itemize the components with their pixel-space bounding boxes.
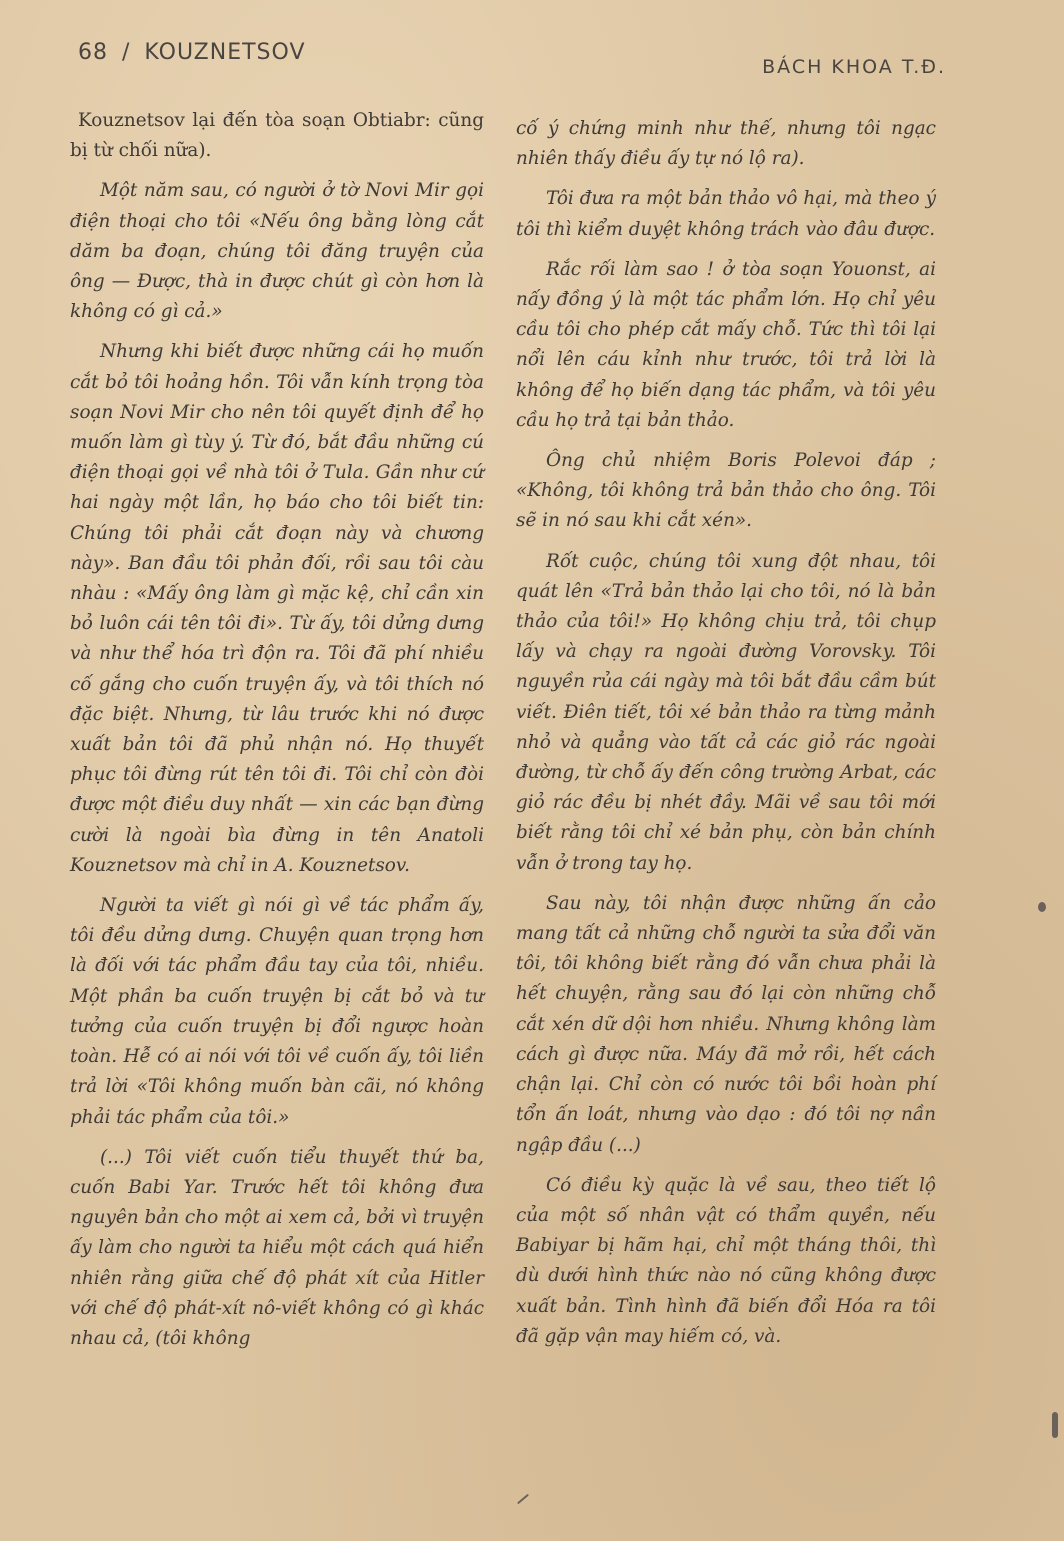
header-separator: /	[122, 40, 131, 65]
ink-speck	[517, 1494, 529, 1505]
publication-title: BÁCH KHOA T.Đ.	[762, 56, 946, 78]
paragraph: Nhưng khi biết được những cái họ muốn cắt bỏ tôi hoảng hồn. Tôi vẫn kính trọng tòa soạn Novi Mir cho nên tôi quyết định để họ muốn làm gì tùy ý. Từ đó, bắt đầu những cú điện thoại gọi về nhà tôi ở Tula. Gần như cứ hai ngày một lần, họ báo cho tôi biết tin: Chúng tôi phải cắt đoạn này và chương này». Ban đầu tôi phản đối, rồi sau tôi càu nhàu : «Mấy ông làm gì mặc kệ, chỉ cần xin bỏ luôn cái tên tôi đi». Từ ấy, tôi dửng dưng và như thể hóa trì độn ra. Tôi đã phí nhiều cố gắng cho cuốn truyện ấy, và tôi thích nó đặc biệt. Nhưng, từ lâu trước khi nó được xuất bản tôi đã phủ nhận nó. Họ thuyết phục tôi đừng rút tên tôi đi. Tôi chỉ còn đòi được một điều duy nhất — xin các bạn đừng cười là ngoài bìa đừng in tên Anatoli Kouznetsov mà chỉ in A. Kouznetsov.	[70, 341, 484, 876]
running-title: KOUZNETSOV	[144, 40, 306, 65]
paragraph: Có điều kỳ quặc là về sau, theo tiết lộ của một số nhân vật có thẩm quyền, nếu Babiyar bị hãm hại, chỉ một tháng thôi, thì dù dưới hình thức nào nó cũng không được xuất bản. Tình hình đã biến đổi Hóa ra tôi đã gặp vận may hiếm có, và.	[516, 1174, 936, 1347]
paragraph: Sau này, tôi nhận được những ấn cảo mang tất cả những chỗ người ta sửa đổi văn tôi, tôi không biết rằng đó vẫn chưa phải là hết chuyện, rằng sau đó lại còn những chỗ cắt xén dữ dội hơn nhiều. Nhưng không làm cách gì được nữa. Máy đã mở rồi, hết cách chận lại. Chỉ còn có nước tôi bồi hoàn phí tổn ấn loát, nhưng vào dạo : đó tôi nợ nần ngập đầu (...)	[516, 892, 936, 1156]
paragraph: cố ý chứng minh như thế, nhưng tôi ngạc nhiên thấy điều ấy tự nó lộ ra).	[516, 118, 936, 170]
running-header-left	[78, 40, 306, 65]
ink-speck	[1038, 902, 1046, 912]
right-text-column	[516, 114, 936, 1362]
left-text-column	[70, 106, 484, 1364]
paragraph: Kouznetsov lại đến tòa soạn Obtiabr: cũng bị từ chối nữa).	[70, 110, 484, 162]
paragraph: Một năm sau, có người ở tờ Novi Mir gọi điện thoại cho tôi «Nếu ông bằng lòng cắt dăm ba đoạn, chúng tôi đăng truyện của ông — Được, thà in được chút gì còn hơn là không có gì cả.»	[70, 180, 484, 323]
paragraph: (...) Tôi viết cuốn tiểu thuyết thứ ba, cuốn Babi Yar. Trước hết tôi không đưa nguyên bản cho một ai xem cả, bởi vì truyện ấy làm cho người ta hiểu một cách quá hiển nhiên rằng giữa chế độ phát xít của Hitler với chế độ phát-xít nô-viết không có gì khác nhau cả, (tôi không	[70, 1146, 484, 1349]
paragraph: Tôi đưa ra một bản thảo vô hại, mà theo ý tôi thì kiểm duyệt không trách vào đâu được.	[516, 188, 936, 240]
paragraph: Rắc rối làm sao ! ở tòa soạn Youonst, ai nấy đồng ý là một tác phẩm lớn. Họ chỉ yêu cầu tôi cho phép cắt mấy chỗ. Tức thì tôi lại nổi lên cáu kỉnh như trước, tôi trả lời là không để họ biến dạng tác phẩm, và tôi yêu cầu họ trả tại bản thảo.	[516, 258, 936, 431]
paragraph: Người ta viết gì nói gì về tác phẩm ấy, tôi đều dửng dưng. Chuyện quan trọng hơn là đối với tác phẩm đầu tay của tôi, nhiều. Một phần ba cuốn truyện bị cắt bỏ và tư tưởng của cuốn truyện bị đổi ngược hoàn toàn. Hễ có ai nói với tôi về cuốn ấy, tôi liền trả lời «Tôi không muốn bàn cãi, nó không phải tác phẩm của tôi.»	[70, 895, 484, 1128]
paragraph: Rốt cuộc, chúng tôi xung đột nhau, tôi quát lên «Trả bản thảo lại cho tôi, nó là bản thảo của tôi!» Họ không chịu trả, tôi chụp lấy và chạy ra ngoài đường Vorovsky. Tôi nguyền rủa cái ngày mà tôi bắt đầu cầm bút viết. Điên tiết, tôi xé bản thảo ra từng mảnh nhỏ và quẳng vào tất cả các giỏ rác ngoài đường, từ chỗ ấy đến công trường Arbat, các giỏ rác đều bị nhét đầy. Mãi về sau tôi mới biết rằng tôi chỉ xé bản phụ, còn bản chính vẫn ở trong tay họ.	[516, 550, 936, 874]
page-number: 68	[78, 40, 108, 65]
paragraph: Ông chủ nhiệm Boris Polevoi đáp ; «Không, tôi không trả bản thảo cho ông. Tôi sẽ in nó sau khi cắt xén».	[516, 450, 936, 532]
ink-speck	[1052, 1412, 1058, 1438]
